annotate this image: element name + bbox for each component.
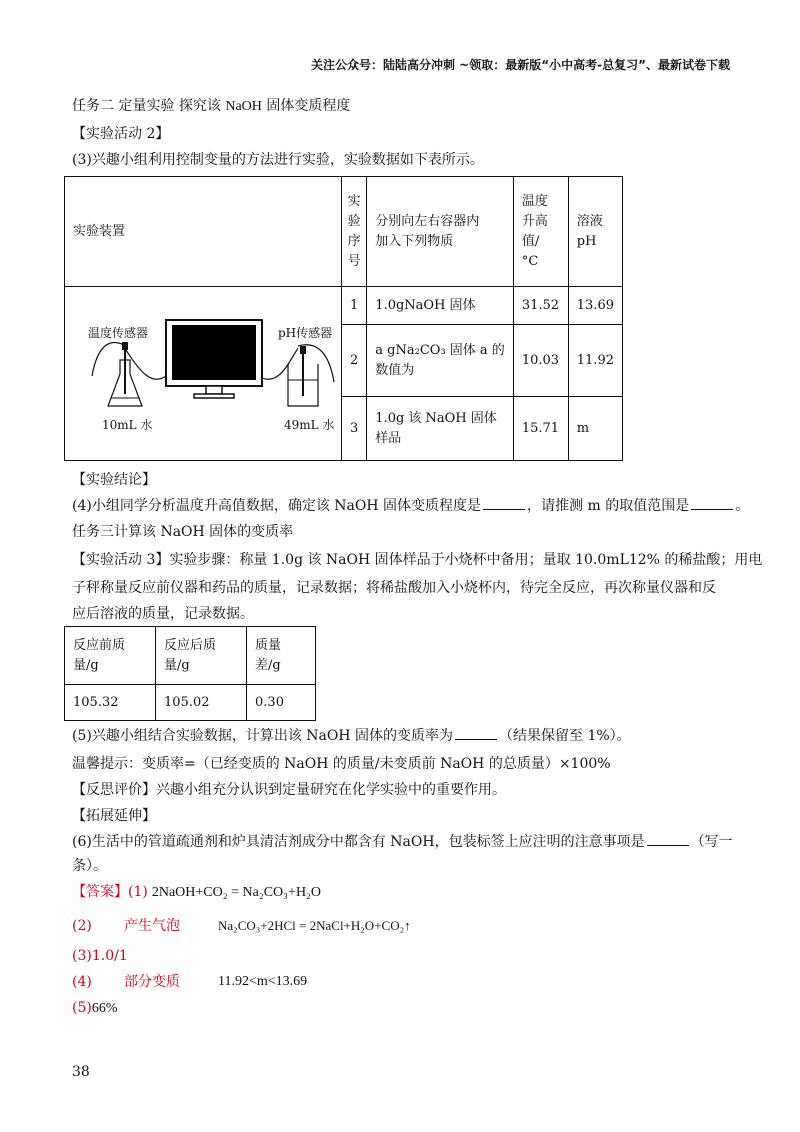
activity3-line: 【实验活动 3】实验步骤：称量 1.0g 该 NaOH 固体样品于小烧杯中备用；量取 10.0mL12% 的稀盐酸；用电 — [72, 552, 763, 568]
left-water-label: 10mL 水 — [102, 418, 153, 432]
header-temp-line: 温度 — [521, 193, 548, 209]
answer-equation: 2NaOH+CO₂ = Na₂CO₃+H₂O — [151, 885, 322, 900]
answer-number: (1) — [128, 884, 148, 900]
answer-label: 【答案】 — [72, 884, 128, 900]
question-6 — [72, 832, 733, 852]
table-cell-ph: 13.69 — [568, 287, 622, 325]
mass-value: 105.32 — [65, 685, 156, 721]
answer-5 — [72, 998, 118, 1019]
header-seq-char: 序 — [347, 233, 361, 249]
question-4 — [72, 496, 749, 516]
task2-suffix: 固体变质程度 — [261, 98, 351, 114]
header-substance — [367, 177, 514, 287]
answer-value: 66% — [91, 1001, 118, 1016]
table-cell-substance — [367, 325, 514, 397]
activity3-line: 子秤称量反应前仪器和药品的质量，记录数据；将稀盐酸加入小烧杯内，待完全反应，再次称量仪器和反 — [72, 580, 716, 596]
ph-probe-cap — [300, 346, 306, 354]
q6-text: （写一 — [690, 834, 733, 850]
q4-text: 。 — [735, 498, 750, 514]
header-temp — [513, 177, 568, 287]
answer-blank — [691, 497, 733, 510]
table-cell-temp: 31.52 — [513, 287, 568, 325]
right-water-label: 49mL 水 — [284, 418, 335, 432]
q6-text: (6)生活中的管道疏通剂和炉具清洁剂成分中都含有 NaOH，包装标签上应注明的注意事项是 — [72, 834, 645, 850]
header-temp-line: °C — [521, 253, 539, 269]
question-6-cont: 条）。 — [72, 858, 107, 874]
answer-number: (2) — [72, 918, 92, 934]
answer-number: (5) — [72, 1000, 92, 1016]
page-header: 关注公众号：陆陆高分冲刺 ~领取：最新版“小中高考-总复习”、最新试卷下载 — [311, 58, 730, 72]
mass-value: 105.02 — [156, 685, 247, 721]
task3-heading: 任务三计算该 NaOH 固体的变质率 — [72, 524, 294, 540]
extension-title: 【拓展延伸】 — [72, 808, 156, 824]
header-ph — [568, 177, 622, 287]
header-seq-char: 实 — [347, 193, 361, 209]
header-substance-line: 分别向左右容器内 — [375, 213, 480, 229]
substance-line: 数值为 — [375, 362, 415, 378]
table-cell-seq: 3 — [342, 397, 367, 461]
table-cell-seq: 1 — [342, 287, 367, 325]
header-seq-char: 验 — [347, 213, 361, 229]
answer-blank — [455, 727, 497, 740]
answer-3: (3)1.0/1 — [72, 948, 128, 964]
mass-header: 质量 差/g — [247, 627, 316, 685]
answer-4 — [72, 972, 772, 992]
temp-probe-cap — [122, 342, 128, 350]
monitor-neck — [206, 386, 222, 394]
answer-text: 部分变质 — [124, 974, 180, 990]
task2-chem: NaOH — [225, 99, 262, 114]
apparatus-diagram — [82, 316, 352, 440]
table-cell-temp: 10.03 — [513, 325, 568, 397]
table-cell-seq: 2 — [342, 325, 367, 397]
answer-blank — [647, 833, 689, 846]
mass-header: 反应后质 量/g — [156, 627, 247, 685]
monitor-base — [194, 394, 234, 398]
page-number: 38 — [72, 1064, 90, 1080]
hint: 温馨提示：变质率=（已经变质的 NaOH 的质量/未变质前 NaOH 的总质量）×100% — [72, 756, 611, 772]
ph-sensor-label: pH传感器 — [278, 326, 333, 340]
answer-blank — [483, 497, 525, 510]
answer-equation: Na₂CO₃+2HCl = 2NaCl+H₂O+CO₂↑ — [218, 918, 411, 933]
monitor-screen — [172, 325, 256, 380]
mass-header: 反应前质 量/g — [65, 627, 156, 685]
table-cell-temp: 15.71 — [513, 397, 568, 461]
mass-value: 0.30 — [247, 685, 316, 721]
q4-text: (4)小组同学分析温度升高值数据，确定该 NaOH 固体变质程度是 — [72, 498, 482, 514]
question-5 — [72, 726, 631, 746]
reflection: 【反思评价】兴趣小组充分认识到定量研究在化学实验中的重要作用。 — [72, 782, 506, 798]
left-cable — [126, 350, 166, 379]
header-temp-line: 升高 — [521, 213, 548, 229]
answer-2 — [72, 916, 772, 936]
q4-text: ，请推测 m 的取值范围是 — [527, 498, 690, 514]
activity3-line: 应后溶液的质量，记录数据。 — [72, 606, 254, 622]
table-cell-substance: 1.0gNaOH 固体 — [367, 287, 514, 325]
mass-table — [64, 626, 316, 721]
right-cable — [262, 348, 298, 379]
table-cell-ph: 11.92 — [568, 325, 622, 397]
activity2-title: 【实验活动 2】 — [72, 126, 170, 142]
header-ph-line: 溶液 — [576, 213, 603, 229]
substance-line: 1.0g 该 NaOH 固体 — [375, 410, 497, 426]
table-cell-substance — [367, 397, 514, 461]
table-cell-ph: m — [568, 397, 622, 461]
header-temp-line: 值/ — [521, 233, 540, 249]
q5-text: (5)兴趣小组结合实验数据，计算出该 NaOH 固体的变质率为 — [72, 728, 454, 744]
answer-1 — [72, 882, 321, 903]
header-apparatus: 实验装置 — [65, 177, 342, 287]
header-seq — [342, 177, 367, 287]
task2-prefix: 任务二 定量实验 探究该 — [72, 98, 226, 114]
header-substance-line: 加入下列物质 — [375, 233, 454, 249]
task2-heading — [72, 96, 350, 117]
answer-range: 11.92<m<13.69 — [218, 974, 308, 989]
substance-line: a gNa₂CO₃ 固体 a 的 — [375, 342, 505, 358]
conclusion-title: 【实验结论】 — [72, 472, 156, 488]
header-ph-line: pH — [576, 233, 597, 249]
substance-line: 样品 — [375, 430, 402, 446]
temp-sensor-label: 温度传感器 — [88, 326, 149, 340]
q5-text: （结果保留至 1%）。 — [499, 728, 631, 744]
answer-number: (4) — [72, 974, 92, 990]
header-seq-char: 号 — [347, 253, 361, 269]
question-3: (3)兴趣小组利用控制变量的方法进行实验，实验数据如下表所示。 — [72, 152, 484, 168]
answer-text: 产生气泡 — [124, 918, 180, 934]
